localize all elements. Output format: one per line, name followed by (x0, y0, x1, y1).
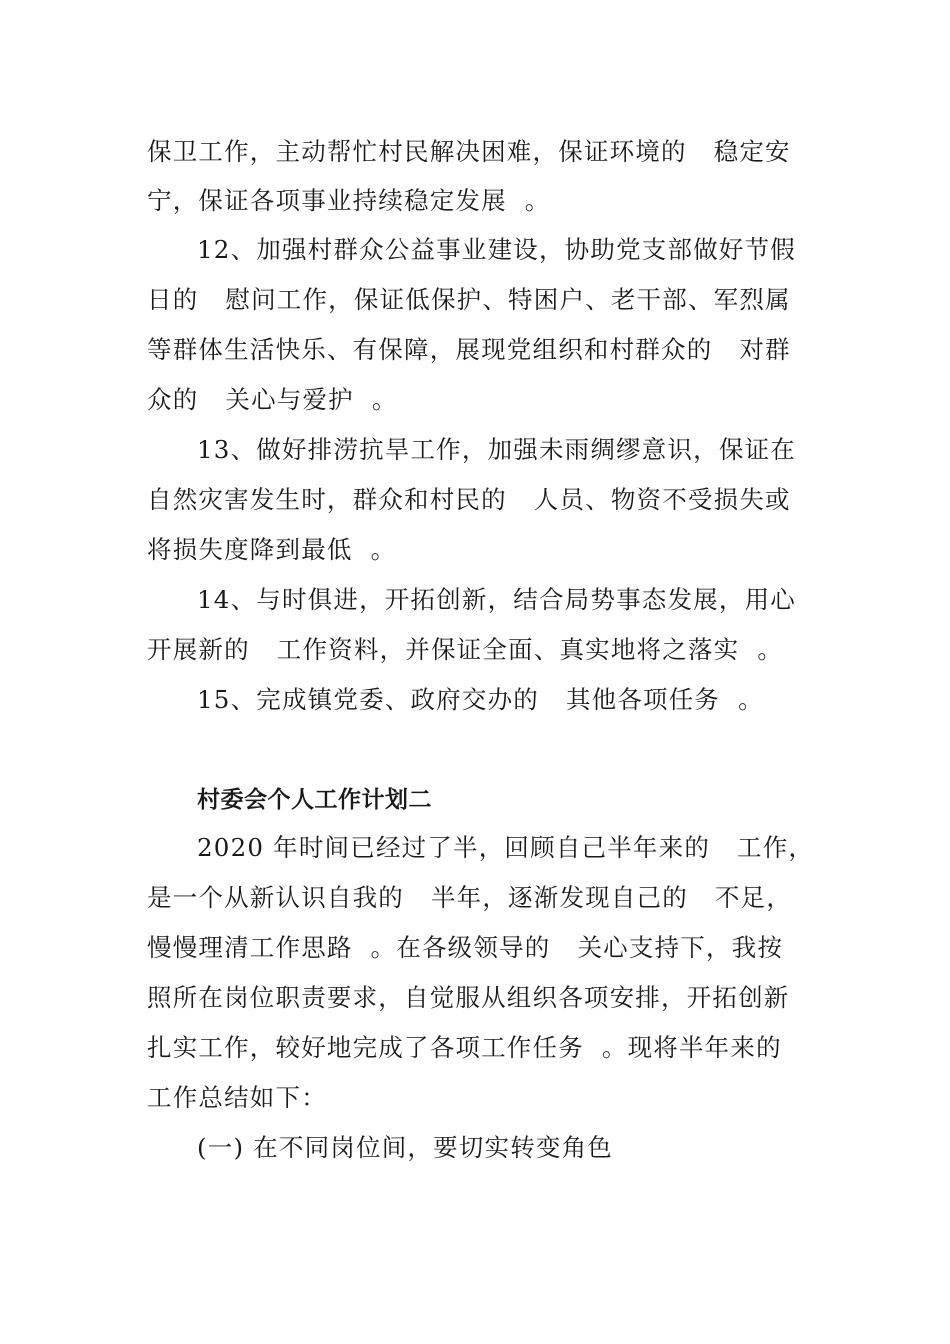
item-14-line-1: 14、与时俱进，开拓创新，结合局势事态发展，用心 (197, 585, 796, 614)
item-12-line-1: 12、加强村群众公益事业建设，协助党支部做好节假 (197, 235, 796, 264)
summary-line-5: 扎实工作，较好地完成了各项工作任务 。现将半年来的 (147, 1033, 782, 1062)
item-14-line-2: 开展新的 工作资料，并保证全面、真实地将之落实 。 (147, 635, 784, 664)
item-12-line-3: 等群体生活快乐、有保障，展现党组织和村群众的 对群 (147, 335, 791, 364)
item-13-line-3: 将损失度降到最低 。 (147, 535, 397, 564)
text-line-2: 宁，保证各项事业持续稳定发展 。 (147, 186, 551, 215)
summary-line-1: 2020 年时间已经过了半，回顾自己半年来的 工作， (197, 833, 815, 862)
subsection-heading: (一) 在不同岗位间，要切实转变角色 (197, 1133, 614, 1162)
item-15-line-1: 15、完成镇党委、政府交办的 其他各项任务 。 (197, 685, 764, 714)
item-13-line-2: 自然灾害发生时，群众和村民的 人员、物资不受损失或 (147, 485, 791, 514)
text-line-1: 保卫工作，主动帮忙村民解决困难，保证环境的 稳定安 (147, 137, 791, 166)
item-12-line-2: 日的 慰问工作，保证低保护、特困户、老干部、军烈属 (147, 285, 791, 314)
summary-line-3: 慢慢理清工作思路 。在各级领导的 关心支持下，我按 (147, 933, 784, 962)
item-12-line-4: 众的 关心与爱护 。 (147, 385, 398, 414)
summary-line-2: 是一个从新认识自我的 半年，逐渐发现自己的 不足， (147, 883, 793, 912)
item-13-line-1: 13、做好排涝抗旱工作，加强未雨绸缪意识，保证在 (197, 435, 796, 464)
section-heading: 村委会个人工作计划二 (197, 787, 432, 813)
summary-line-6: 工作总结如下： (147, 1083, 327, 1112)
summary-line-4: 照所在岗位职责要求，自觉服从组织各项安排，开拓创新 (147, 983, 790, 1012)
